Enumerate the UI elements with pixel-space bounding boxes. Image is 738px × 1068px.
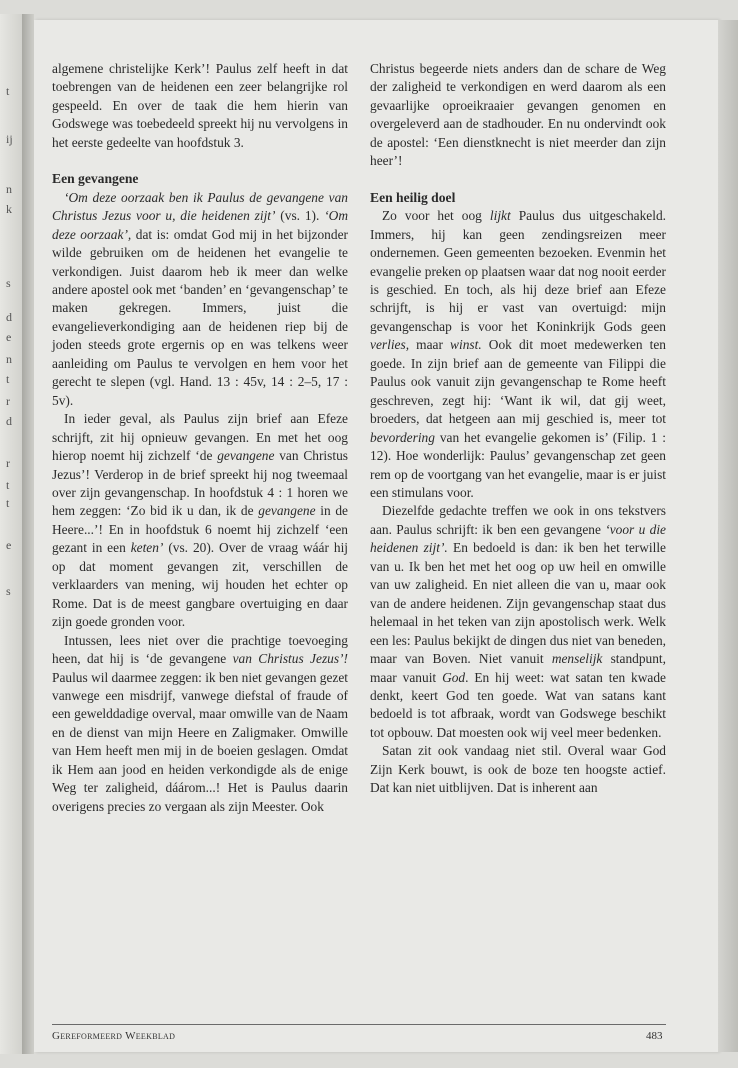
- italic-text: ‘voor u die heidenen zijt’.: [370, 521, 666, 556]
- previous-page-fragment: e: [6, 538, 12, 552]
- paragraph: [370, 60, 666, 171]
- book-gutter: [22, 14, 34, 1054]
- previous-page-fragment: s: [6, 276, 11, 290]
- footer-publication-title: Gereformeerd Weekblad: [52, 1030, 176, 1042]
- text-run: maar: [409, 337, 451, 353]
- italic-text: God: [442, 669, 466, 685]
- previous-page-fragment: t: [6, 84, 10, 98]
- paragraph: [370, 502, 666, 742]
- page-stack-edge: [718, 20, 738, 1052]
- section-heading-een-heilig-doel: Een heilig doel: [370, 189, 456, 205]
- previous-page-fragment: t: [6, 496, 10, 510]
- text-run: van het evangelie gekomen is’ (Filip. 1 : 12). Hoe wonderlijk: Paulus’ gevangenschap zet geen rem op de voortgang van het evangelie, maar is er juist een stimulans voor.: [370, 429, 666, 500]
- previous-page-fragment: k: [6, 202, 12, 216]
- italic-text: keten’: [130, 540, 164, 556]
- text-run: Christus begeerde niets anders dan de schare de Weg der zaligheid te verkondigen en werd daarom als een gevaarlijke oproeikraaier gevangen genomen en overgeleverd aan de stadhouder. En nu ondervindt ook de apostel: ‘Een dienstknecht is niet meerder dan zijn heer’!: [370, 61, 666, 169]
- text-run: (vs. 20). Over de vraag wáár hij op dat moment gevangen zit, verschillen de verklaarders van mening, wij houden het echter op Rome. Dat is de meest gangbare overtuiging en daar zijn goede gronden voor.: [52, 540, 349, 630]
- previous-page-fragment: d: [6, 414, 12, 428]
- paragraph: [52, 632, 348, 817]
- paragraph: [370, 742, 666, 797]
- italic-text: van Christus Jezus’!: [232, 651, 348, 667]
- text-run: in de Heere...’! En in hoofdstuk 6 noemt hij zichzelf ‘een gezant in een: [52, 503, 348, 556]
- left-column: [52, 60, 348, 816]
- previous-page-fragment: s: [6, 584, 11, 598]
- italic-text: verlies,: [370, 337, 410, 353]
- previous-page-fragment: t: [6, 478, 10, 492]
- text-run: Paulus wil daarmee zeggen: ik ben niet gevangen gezet vanwege een misdrijf, vanwege diefstal of fraude of een gewelddadige overval, maar omwille van de Naam en de dienst van mijn Heere en Zaligmaker. Omwille van Hem heeft men mij in de boeien geslagen. Omdat ik Hem aan jood en heiden verkondigde als de enige Weg ter zaligheid, dáárom...! Het is Paulus daarin overigens precies zo vergaan als zijn Meester. Ook: [52, 669, 348, 814]
- italic-text: gevangene: [258, 503, 316, 519]
- italic-text: winst.: [450, 337, 482, 353]
- text-run: (vs. 1).: [275, 208, 325, 224]
- paragraph: [52, 60, 348, 152]
- footer-rule: [52, 1024, 666, 1025]
- section-heading-een-gevangene: Een gevangene: [52, 171, 139, 187]
- previous-page-fragment: n: [6, 352, 12, 366]
- text-run: En bedoeld is dan: ik ben het terwille van u. Ik ben het met het oog op uw heil en omwille van uw zaligheid. En niet alleen die van u, maar ook van de andere heidenen. Zijn gevangenschap staat dus helemaal in het teken van zijn apostolisch werk. Welk een les: Paulus bekijkt de dingen dus niet van beneden, maar van Boven. Niet vanuit: [370, 540, 666, 667]
- previous-page-fragment: n: [6, 182, 12, 196]
- text-run: Intussen, lees niet over die prachtige toevoeging heen, dat hij is ‘de gevangene: [52, 632, 348, 667]
- italic-text: ‘Om deze oorzaak’,: [52, 208, 348, 242]
- text-run: algemene christelijke Kerk’! Paulus zelf heeft in dat toebrengen van de heidenen een zeer belangrijke rol gespeeld. En over de taak die hem hierin van Godswege was toebedeeld spreekt hij nu vervolgens in het eerste gedeelte van hoofdstuk 3.: [52, 61, 348, 150]
- italic-text: lijkt: [489, 208, 511, 224]
- text-run: Satan zit ook vandaag niet stil. Overal waar God Zijn Kerk bouwt, is ook de boze ten hoogste actief. Dat kan niet uitblijven. Dat is inherent aan: [370, 743, 666, 796]
- text-run: . En hij weet: wat satan ten kwade denkt, keert God ten goede. Wat van satans kant bedoeld is tot afbraak, wordt van Godswege beschikt tot opbouw. Dat moesten ook wij veel meer bedenken.: [370, 669, 666, 740]
- text-run: Paulus dus uitgeschakeld. Immers, hij kan geen zendingsreizen meer ondernemen. Geen gemeenten bezoeken. Evenmin het evangelie preken op plaatsen waar dat nog nooit eerder is geschied. En toch, als hij deze brief aan Efeze schrijft, is hij er vast van overtuigd: mijn gevangenschap is voor het Koninkrijk Gods geen: [370, 208, 666, 334]
- previous-page-fragment: ij: [6, 132, 13, 146]
- italic-text: menselijk: [551, 651, 603, 667]
- italic-text: gevangene: [217, 448, 275, 464]
- text-run: Zo voor het oog: [382, 208, 490, 224]
- paragraph: [370, 207, 666, 502]
- previous-page-fragment: r: [6, 394, 10, 408]
- text-run: van Christus Jezus’! Verderop in de brief spreekt hij nog tweemaal over zijn gevangenschap. In hoofdstuk 4 : 1 horen we hem zeggen: ‘Zo bid ik u dan, ik de: [52, 448, 348, 519]
- previous-page-edge: [0, 14, 23, 1054]
- italic-text: ‘Om deze oorzaak ben ik Paulus de gevangene van Christus Jezus voor u, die heidenen zijt’: [52, 189, 348, 224]
- italic-text: bevordering: [370, 429, 435, 445]
- text-run: standpunt, maar vanuit: [370, 651, 666, 685]
- previous-page-fragment: t: [6, 372, 10, 386]
- previous-page-fragment: r: [6, 456, 10, 470]
- text-run: In ieder geval, als Paulus zijn brief aan Efeze schrijft, zit hij opnieuw gevangen. En met het oog hierop noemt hij zichzelf ‘de: [52, 411, 348, 464]
- right-column: [370, 60, 666, 798]
- footer-page-number: 483: [646, 1030, 663, 1042]
- text-run: Ook dit moet medewerken ten goede. In zijn brief aan de gemeente van Filippi die Paulus ook vanuit zijn gevangenschap te Rome heeft geschreven, zegt hij: ‘Want ik wil, dat gij weet, broeders, dat hetgeen aan mij geschied is, meer tot: [370, 337, 666, 427]
- paragraph: [52, 410, 348, 631]
- previous-page-fragment: e: [6, 330, 12, 344]
- text-run: Diezelfde gedachte treffen we ook in ons tekstvers aan. Paulus schrijft: ik ben een gevangene: [370, 503, 666, 537]
- text-run: dat is: omdat God mij in het bijzonder wilde gebruiken om de heidenen het evangelie te verkondigen. Juist daarom heb ik meer dan welke andere apostel ook met ‘banden’ en ‘gevangenschap’ te maken gekregen. Immers, juist die evangelieverkondiging aan de heidenen riep bij de joden steeds grote ergernis op en was telkens weer aanleiding om Paulus te vervolgen en hem voor het gerecht te slepen (vgl. Hand. 13 : 45v, 14 : 2–5, 17 : 5v).: [52, 226, 348, 408]
- previous-page-fragment: d: [6, 310, 12, 324]
- paragraph: [52, 189, 348, 410]
